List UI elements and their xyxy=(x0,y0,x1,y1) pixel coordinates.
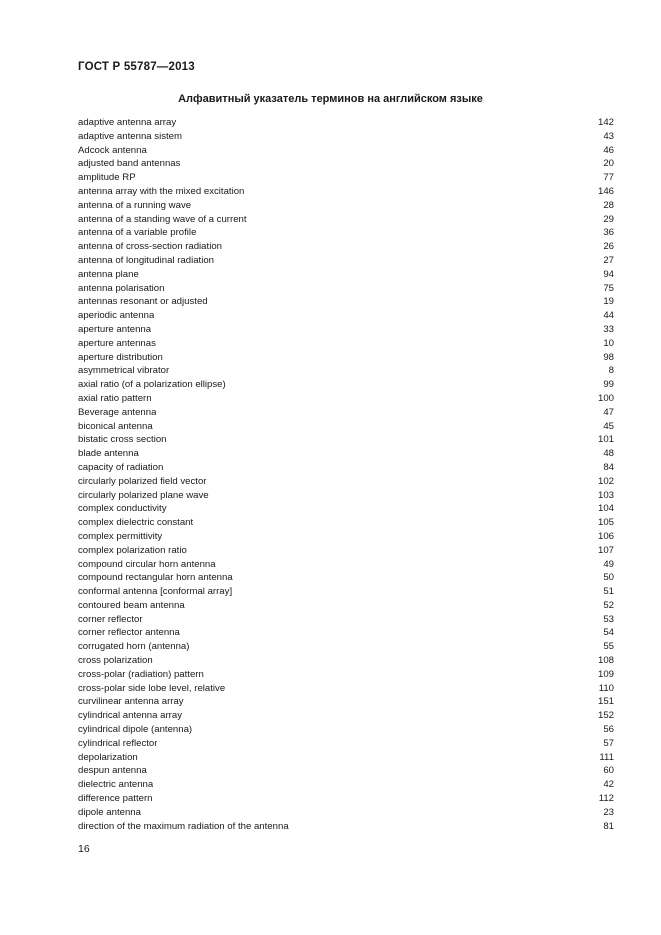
index-entry xyxy=(78,226,614,240)
index-page-ref: 81 xyxy=(603,820,614,832)
index-term: contoured beam antenna xyxy=(78,599,185,611)
index-page-ref: 103 xyxy=(597,489,614,501)
index-term: adjusted band antennas xyxy=(78,158,181,170)
index-entry xyxy=(78,613,614,627)
index-entry xyxy=(78,489,614,503)
index-entry xyxy=(78,282,614,296)
index-entry xyxy=(78,406,614,420)
index-entry xyxy=(78,337,614,351)
index-entry xyxy=(78,144,614,158)
index-entry xyxy=(78,682,614,696)
index-list xyxy=(78,116,614,833)
index-term: difference pattern xyxy=(78,793,153,805)
index-page-ref: 52 xyxy=(603,599,614,611)
index-term: corner reflector xyxy=(78,613,143,625)
index-term: conformal antenna [conformal array] xyxy=(78,586,233,598)
index-page-ref: 152 xyxy=(597,710,614,722)
index-term: axial ratio pattern xyxy=(78,392,152,404)
index-page-ref: 104 xyxy=(597,503,614,515)
index-term: complex conductivity xyxy=(78,503,167,515)
index-term: antenna of cross-section radiation xyxy=(78,241,222,253)
index-entry xyxy=(78,130,614,144)
index-entry xyxy=(78,364,614,378)
index-term: bistatic cross section xyxy=(78,434,167,446)
index-page-ref: 109 xyxy=(597,668,614,680)
index-page-ref: 33 xyxy=(603,323,614,335)
index-page-ref: 110 xyxy=(598,682,614,694)
index-entry xyxy=(78,392,614,406)
index-entry xyxy=(78,185,614,199)
index-page-ref: 27 xyxy=(603,254,614,266)
index-page-ref: 102 xyxy=(597,475,614,487)
index-page-ref: 151 xyxy=(597,696,614,708)
index-entry xyxy=(78,116,614,130)
index-page-ref: 94 xyxy=(603,268,614,280)
index-term: axial ratio (of a polarization ellipse) xyxy=(78,379,226,391)
index-page-ref: 10 xyxy=(603,337,614,349)
index-page-ref: 98 xyxy=(603,351,614,363)
index-term: blade antenna xyxy=(78,448,139,460)
index-term: antenna of a running wave xyxy=(78,199,192,211)
index-entry xyxy=(78,309,614,323)
index-term: aperture distribution xyxy=(78,351,163,363)
index-page-ref: 101 xyxy=(597,434,614,446)
index-term: curvilinear antenna array xyxy=(78,696,184,708)
index-term: cylindrical reflector xyxy=(78,737,158,749)
index-page-ref: 55 xyxy=(603,641,614,653)
index-page-ref: 106 xyxy=(597,530,614,542)
index-entry xyxy=(78,737,614,751)
index-entry xyxy=(78,792,614,806)
index-entry xyxy=(78,820,614,834)
index-page-ref: 142 xyxy=(597,117,614,128)
index-term: dipole antenna xyxy=(78,806,141,818)
index-term: compound circular horn antenna xyxy=(78,558,216,570)
index-entry xyxy=(78,751,614,765)
index-term: adaptive antenna array xyxy=(78,117,177,128)
index-entry xyxy=(78,558,614,572)
index-page-ref: 45 xyxy=(603,420,614,432)
index-term: corrugated horn (antenna) xyxy=(78,641,190,653)
index-entry xyxy=(78,571,614,585)
index-term: cross-polar (radiation) pattern xyxy=(78,668,204,680)
index-entry xyxy=(78,599,614,613)
index-page-ref: 107 xyxy=(597,544,614,556)
index-entry xyxy=(78,475,614,489)
index-page-ref: 8 xyxy=(608,365,614,377)
index-page-ref: 54 xyxy=(603,627,614,639)
index-entry xyxy=(78,240,614,254)
index-term: Beverage antenna xyxy=(78,406,157,418)
index-page-ref: 108 xyxy=(597,655,614,667)
index-term: capacity of radiation xyxy=(78,461,164,473)
index-page-ref: 49 xyxy=(603,558,614,570)
index-page-ref: 29 xyxy=(603,213,614,225)
index-term: antenna polarisation xyxy=(78,282,165,294)
index-term: complex dielectric constant xyxy=(78,517,194,529)
index-term: direction of the maximum radiation of the antenna xyxy=(78,820,289,832)
index-entry xyxy=(78,433,614,447)
index-entry xyxy=(78,695,614,709)
index-entry xyxy=(78,709,614,723)
index-term: antenna of a variable profile xyxy=(78,227,197,239)
index-page-ref: 100 xyxy=(597,392,614,404)
index-entry xyxy=(78,723,614,737)
index-page-ref: 26 xyxy=(603,241,614,253)
index-entry xyxy=(78,171,614,185)
index-entry xyxy=(78,461,614,475)
index-page-ref: 20 xyxy=(603,158,614,170)
index-term: Adcock antenna xyxy=(78,144,147,156)
index-term: complex polarization ratio xyxy=(78,544,187,556)
index-page-ref: 77 xyxy=(603,172,614,184)
index-entry xyxy=(78,420,614,434)
index-term: complex permittivity xyxy=(78,530,163,542)
index-page-ref: 48 xyxy=(603,448,614,460)
index-entry xyxy=(78,778,614,792)
index-term: corner reflector antenna xyxy=(78,627,180,639)
index-entry xyxy=(78,585,614,599)
index-page-ref: 50 xyxy=(603,572,614,584)
page-number: 16 xyxy=(78,843,90,855)
index-term: circularly polarized plane wave xyxy=(78,489,209,501)
index-page-ref: 46 xyxy=(603,144,614,156)
index-entry xyxy=(78,213,614,227)
index-term: dielectric antenna xyxy=(78,779,154,791)
index-entry xyxy=(78,668,614,682)
index-page-ref: 23 xyxy=(603,806,614,818)
index-title: Алфавитный указатель терминов на английском языке xyxy=(178,93,483,105)
index-term: biconical antenna xyxy=(78,420,153,432)
index-page-ref: 112 xyxy=(598,793,614,805)
index-entry xyxy=(78,530,614,544)
index-term: compound rectangular horn antenna xyxy=(78,572,233,584)
index-page-ref: 99 xyxy=(603,379,614,391)
index-term: depolarization xyxy=(78,751,138,763)
index-page-ref: 19 xyxy=(603,296,614,308)
index-term: antenna of longitudinal radiation xyxy=(78,254,215,266)
index-entry xyxy=(78,544,614,558)
index-entry xyxy=(78,516,614,530)
index-term: antenna of a standing wave of a current xyxy=(78,213,247,225)
index-entry xyxy=(78,626,614,640)
index-entry xyxy=(78,351,614,365)
index-page-ref: 28 xyxy=(603,199,614,211)
index-page-ref: 44 xyxy=(603,310,614,322)
index-entry xyxy=(78,295,614,309)
index-term: antennas resonant or adjusted xyxy=(78,296,208,308)
index-page-ref: 60 xyxy=(603,765,614,777)
index-entry xyxy=(78,654,614,668)
index-page-ref: 43 xyxy=(603,130,614,142)
index-entry xyxy=(78,806,614,820)
index-page-ref: 53 xyxy=(603,613,614,625)
index-term: aperture antennas xyxy=(78,337,156,349)
index-term: adaptive antenna sistem xyxy=(78,130,182,142)
index-term: asymmetrical vibrator xyxy=(78,365,170,377)
index-page-ref: 47 xyxy=(603,406,614,418)
index-term: cylindrical dipole (antenna) xyxy=(78,724,193,736)
index-entry xyxy=(78,199,614,213)
index-term: aperiodic antenna xyxy=(78,310,155,322)
index-entry xyxy=(78,502,614,516)
index-entry xyxy=(78,157,614,171)
index-term: circularly polarized field vector xyxy=(78,475,207,487)
index-term: cylindrical antenna array xyxy=(78,710,182,722)
index-page-ref: 84 xyxy=(603,461,614,473)
index-term: aperture antenna xyxy=(78,323,152,335)
index-entry xyxy=(78,764,614,778)
index-term: cross-polar side lobe level, relative xyxy=(78,682,226,694)
index-page-ref: 75 xyxy=(603,282,614,294)
index-term: cross polarization xyxy=(78,655,153,667)
index-term: antenna plane xyxy=(78,268,139,280)
index-page-ref: 57 xyxy=(603,737,614,749)
index-page-ref: 56 xyxy=(603,724,614,736)
index-entry xyxy=(78,640,614,654)
index-entry xyxy=(78,254,614,268)
index-term: despun antenna xyxy=(78,765,147,777)
index-page-ref: 111 xyxy=(599,751,614,763)
index-entry xyxy=(78,268,614,282)
index-page-ref: 51 xyxy=(603,586,614,598)
index-page-ref: 105 xyxy=(597,517,614,529)
index-term: amplitude RP xyxy=(78,172,136,184)
index-entry xyxy=(78,378,614,392)
index-page-ref: 36 xyxy=(603,227,614,239)
index-entry xyxy=(78,323,614,337)
index-page-ref: 42 xyxy=(603,779,614,791)
index-term: antenna array with the mixed excitation xyxy=(78,185,245,197)
index-page-ref: 146 xyxy=(597,185,614,197)
document-header: ГОСТ Р 55787—2013 xyxy=(78,61,195,73)
index-entry xyxy=(78,447,614,461)
